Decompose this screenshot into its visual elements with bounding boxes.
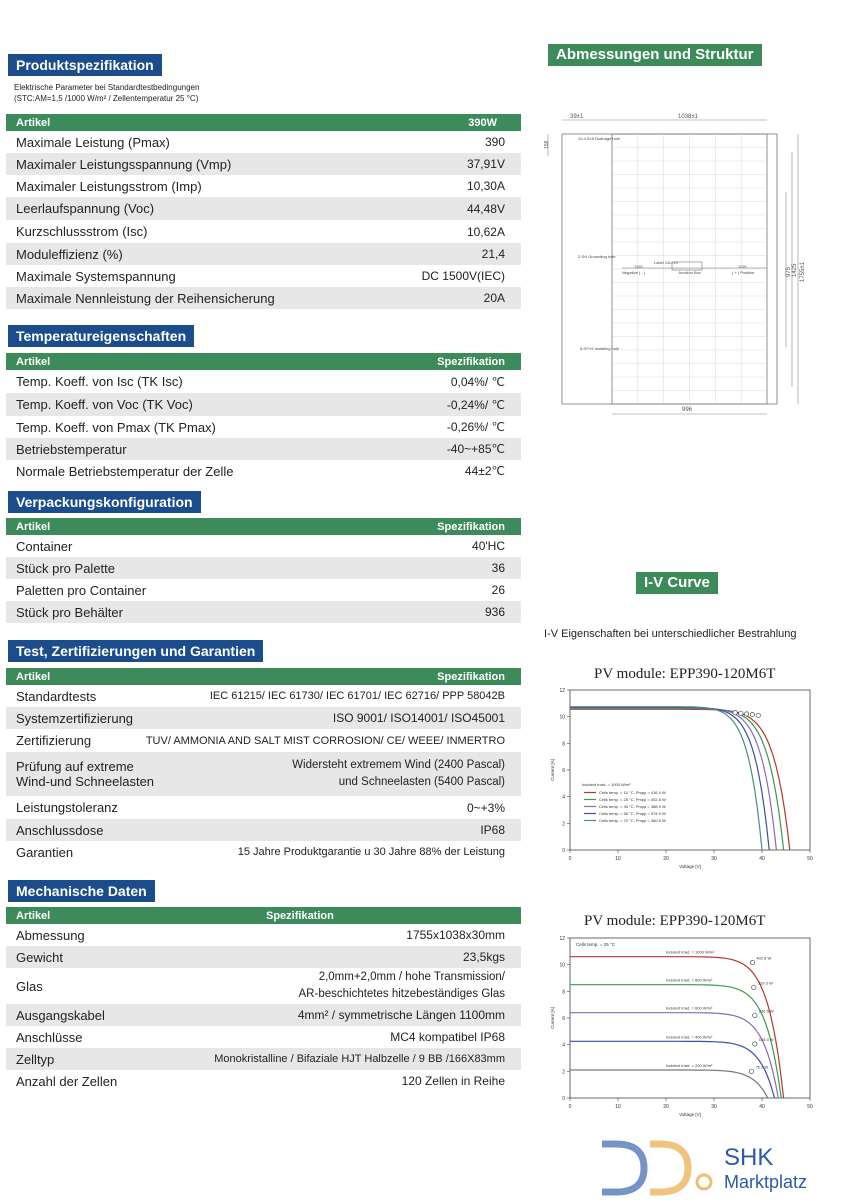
row-value-text: 4mm² / symmetrische Längen 1100mm: [297, 1008, 505, 1022]
row-value-text: Widersteht extremem Wind (2400 Pascal): [292, 759, 505, 771]
row-label-text: Abmessung: [16, 927, 85, 943]
row-label-text: Anzahl der Zellen: [16, 1073, 118, 1089]
section-title-iv-curve: I-V Curve: [636, 572, 718, 594]
section-title-mechanische-daten: Mechanische Daten: [8, 880, 155, 902]
section-title-temperatureigenschaften: Temperatureigenschaften: [8, 325, 194, 347]
row-value-text: MC4 kompatibel IP68: [390, 1030, 505, 1044]
row-label: [16, 979, 43, 994]
row-value: [463, 950, 505, 964]
x-tick-label: 10: [615, 1104, 621, 1110]
header-spezifikation: Spezifikation: [437, 355, 505, 368]
row-label-text: Garantien: [16, 844, 74, 860]
iv-chart-2-title: PV module: EPP390-120M6T: [584, 913, 766, 929]
table-header: [6, 353, 521, 370]
row-value-text: 44,48V: [466, 201, 505, 216]
row-label-text: Betriebstemperatur: [16, 441, 127, 457]
header-artikel: Artikel: [16, 116, 51, 129]
row-value: [292, 757, 505, 791]
row-value: [492, 583, 505, 597]
legend-header: Cells temp. = 25 °C: [576, 942, 615, 947]
stc-subtitle: [14, 82, 199, 104]
table-header: [6, 668, 521, 685]
row-value: [447, 442, 505, 456]
row-value: [492, 561, 505, 575]
legend-entry: Cells temp. = 40 °C, Pmpp = 388.9 W: [599, 804, 666, 809]
row-value: [467, 225, 505, 239]
y-tick-label: 6: [562, 1016, 565, 1022]
row-value-text: 390: [484, 135, 505, 149]
row-value-text: -0,26%/ ℃: [446, 420, 505, 434]
row-value-text: Monokristalline / Bifaziale HJT Halbzelle / 9 BB /166X83mm: [214, 1053, 505, 1065]
row-label-text: Normale Betriebstemperatur der Zelle: [16, 463, 234, 479]
row-value-text: IP68: [480, 823, 505, 837]
row-label: [16, 442, 127, 457]
table-row: [6, 729, 521, 752]
table-row: [6, 707, 521, 729]
y-tick-label: 2: [562, 1069, 565, 1076]
row-label-text: Leerlaufspannung (Voc): [16, 201, 155, 216]
verpackung-table: [6, 518, 521, 623]
y-tick-label: 8: [562, 989, 565, 996]
iv-subtitle: I-V Eigenschaften bei unterschiedlicher Bestrahlung: [544, 628, 797, 640]
table-row: [6, 287, 521, 309]
table-row: [6, 243, 521, 265]
table-row: [6, 220, 521, 243]
logo-d-blue: [602, 1144, 644, 1192]
row-value-text: IEC 61215/ IEC 61730/ IEC 61701/ IEC 62716/ PPP 58042B: [209, 690, 505, 702]
row-value-text: 0,04%/ ℃: [450, 374, 505, 389]
row-label: [16, 135, 170, 150]
row-value: [333, 711, 505, 725]
mpp-power-label: 319.3 W: [757, 980, 773, 986]
row-label: [16, 1008, 105, 1023]
row-label: [16, 247, 123, 262]
row-value: [480, 823, 505, 837]
produkt-table: [6, 114, 521, 309]
row-value-text: 20A: [483, 291, 505, 305]
stc-subtitle-line-2: (STC:AM=1,5 /1000 W/m² / Zellentemperatur 25 °C): [14, 94, 199, 103]
table-row: [6, 924, 521, 946]
row-value: [472, 539, 505, 553]
table-header: [6, 907, 521, 924]
grounding-hole-label: 2-Φ4 Grounding hole: [578, 254, 616, 259]
x-tick-label: 40: [759, 1104, 765, 1110]
row-value-text: DC 1500V(IEC): [421, 269, 505, 283]
row-label: [16, 397, 193, 412]
temperatur-table: [6, 353, 521, 482]
row-label: [16, 224, 147, 239]
row-label-text: Maximaler Leistungsstrom (Imp): [16, 178, 202, 194]
table-row: [6, 438, 521, 460]
row-value: [467, 202, 505, 216]
mpp-point: [733, 710, 737, 714]
x-tick-label: 20: [663, 1104, 669, 1110]
row-label-text: Leistungstoleranz: [16, 800, 118, 815]
row-label: [16, 711, 133, 726]
row-value-text: 1755x1038x30mm: [406, 928, 505, 942]
row-label-text: Temp. Koeff. von Voc (TK Voc): [16, 397, 193, 412]
row-value-text: 936: [484, 605, 505, 619]
row-label: [16, 1030, 82, 1045]
table-header: [6, 114, 521, 131]
label-label: Label 111×13: [654, 260, 678, 265]
y-tick-label: 4: [562, 1042, 565, 1049]
row-value: [447, 420, 505, 434]
cable-length-left: 1100: [634, 264, 643, 269]
table-row: [6, 265, 521, 287]
header-artikel: Artikel: [16, 909, 51, 922]
logo-d-orange: [650, 1144, 688, 1192]
row-value: [451, 375, 505, 389]
cable-length-right: 1100: [738, 264, 747, 269]
row-label-text: Ausgangskabel: [16, 1007, 105, 1023]
row-value: [467, 179, 505, 193]
table-row: [6, 131, 521, 153]
dim-right-2: 1425: [792, 263, 798, 277]
row-label: [16, 689, 96, 704]
row-label: [16, 1052, 54, 1067]
row-value: [299, 969, 505, 1003]
row-label: [16, 583, 146, 598]
row-value: [467, 157, 505, 171]
table-row: [6, 796, 521, 819]
y-tick-label: 8: [562, 741, 565, 748]
y-tick-label: 0: [562, 1096, 565, 1102]
row-label-text: Container: [16, 538, 73, 554]
section-title-test-zertifizierungen: Test, Zertifizierungen und Garantien: [8, 640, 263, 662]
row-label: [16, 201, 154, 216]
row-value-text: 21,4: [481, 247, 505, 261]
row-label-text: Gewicht: [16, 949, 63, 965]
iv-chart-1-title: PV module: EPP390-120M6T: [594, 666, 776, 682]
table-row: [6, 968, 521, 1004]
row-label-text: Anschlussdose: [16, 822, 104, 838]
positive-label: ( + ) Positive: [732, 270, 755, 275]
row-value: [484, 291, 505, 305]
header-spezifikation: Spezifikation: [437, 520, 505, 533]
table-row: [6, 579, 521, 601]
row-label: [16, 823, 103, 838]
row-label-text: Anschlüsse: [16, 1029, 83, 1045]
row-label-text: Moduleffizienz (%): [16, 246, 123, 262]
row-value-text-2: und Schneelasten (5400 Pascal): [338, 776, 505, 788]
row-value: [482, 247, 505, 261]
row-value-text: 36: [491, 561, 505, 575]
row-label: [16, 539, 72, 554]
mpp-power-label: 154.0 W: [758, 1037, 774, 1042]
row-value-text: TUV/ AMMONIA AND SALT MIST CORROSION/ CE/ WEEE/ INMERTRO: [145, 734, 505, 747]
dim-left: 158: [544, 140, 550, 149]
row-label: [16, 759, 154, 789]
row-label-text: Prüfung auf extreme: [16, 759, 134, 774]
table-row: [6, 197, 521, 220]
y-tick-label: 12: [559, 688, 565, 694]
row-value: [447, 398, 505, 412]
mpp-point: [752, 985, 756, 989]
row-value: [485, 605, 505, 619]
test-table: [6, 668, 521, 863]
header-spezifikation: Spezifikation: [437, 670, 505, 683]
row-value-text: 10,62A: [466, 224, 505, 239]
series-label: Incident Irrad. = 200 W/m²: [666, 1063, 713, 1068]
dim-top-left: 39±1: [570, 114, 584, 120]
y-tick-label: 6: [562, 768, 565, 774]
header-artikel: Artikel: [16, 670, 51, 683]
row-label-text: Zertifizierung: [16, 733, 92, 748]
row-label: [16, 561, 115, 576]
table-row: [6, 1004, 521, 1026]
series-label: Incident Irrad. = 600 W/m²: [666, 1005, 713, 1011]
row-label: [16, 1074, 117, 1089]
table-row: [6, 752, 521, 796]
mpp-power-label: 402.8 W: [756, 955, 772, 961]
row-label-text: Temp. Koeff. von Isc (TK Isc): [16, 374, 183, 389]
row-value-text: 44±2℃: [464, 464, 505, 478]
section-title-verpackungskonfiguration: Verpackungskonfiguration: [8, 491, 201, 513]
row-label: [16, 269, 176, 284]
header-spezifikation: Spezifikation: [266, 909, 334, 922]
row-label-text: Stück pro Behälter: [16, 604, 123, 620]
table-row: [6, 416, 521, 438]
mpp-power-label: 75.2 W: [755, 1064, 769, 1070]
row-label: [16, 950, 63, 965]
y-tick-label: 12: [559, 936, 565, 942]
panel-dimension-drawing: [542, 112, 812, 422]
mpp-point: [750, 960, 754, 964]
row-label: [16, 800, 118, 815]
row-label-text: Zelltyp: [16, 1051, 55, 1067]
row-value: [485, 135, 505, 149]
row-value-text: 40'HC: [472, 539, 505, 553]
row-value: [210, 690, 505, 702]
legend-entry: Cells temp. = 70 °C, Pmpp = 360.5 W: [599, 818, 666, 823]
row-label-text: Kurzschlussstrom (Isc): [16, 224, 148, 239]
y-tick-label: 0: [562, 848, 565, 854]
stc-subtitle-line-1: Elektrische Parameter bei Standardtestbedingungen: [14, 83, 200, 92]
table-row: [6, 175, 521, 197]
row-label-text: Paletten pro Container: [16, 582, 147, 598]
row-label-text: Maximaler Leistungsspannung (Vmp): [16, 156, 232, 172]
row-label: [16, 733, 91, 748]
y-tick-label: 4: [562, 794, 565, 801]
row-value-text: 0~+3%: [466, 800, 505, 815]
mpp-point: [753, 1042, 757, 1046]
y-tick-label: 10: [559, 962, 565, 969]
x-tick-label: 40: [759, 856, 765, 862]
header-artikel: Artikel: [16, 520, 51, 533]
y-tick-label: 10: [559, 714, 565, 721]
dim-top-width: 1038±1: [678, 114, 698, 120]
series-label: Incident Irrad. = 400 W/m²: [666, 1034, 713, 1040]
dim-bottom: 996: [682, 407, 693, 413]
legend-entry: Cells temp. = 55 °C, Pmpp = 374.9 W: [599, 811, 666, 816]
mpp-point: [756, 713, 760, 717]
header-artikel: Artikel: [16, 355, 51, 368]
row-value-text: 15 Jahre Produktgarantie u 30 Jahre 88% der Leistung: [237, 846, 505, 858]
x-tick-label: 30: [711, 1104, 717, 1110]
row-label: [16, 157, 231, 172]
row-label: [16, 464, 233, 479]
installing-hole-label: 8-Φ7×9 Installing hole: [580, 346, 620, 351]
junction-box-label: Junction Box: [678, 270, 701, 275]
row-value: [238, 846, 505, 858]
x-tick-label: 30: [711, 856, 717, 862]
row-value-text: 26: [491, 583, 505, 597]
row-value: [422, 269, 505, 283]
row-value-text: ISO 9001/ ISO14001/ ISO45001: [332, 711, 505, 725]
table-row: [6, 153, 521, 175]
row-value: [406, 928, 505, 942]
row-value-text: 37,91V: [466, 157, 505, 171]
row-label: [16, 374, 183, 389]
table-row: [6, 601, 521, 623]
row-value-text: 120 Zellen in Reihe: [401, 1074, 505, 1088]
x-tick-label: 20: [663, 856, 669, 862]
table-row: [6, 841, 521, 863]
row-label-text-2: Wind-und Schneelasten: [16, 774, 155, 789]
table-row: [6, 557, 521, 579]
x-tick-label: 50: [807, 1104, 813, 1110]
table-row: [6, 1026, 521, 1048]
row-label-text: Standardtests: [16, 688, 97, 704]
row-label: [16, 845, 73, 860]
mpp-point: [750, 712, 754, 716]
table-row: [6, 819, 521, 841]
mechanisch-table: [6, 907, 521, 1092]
row-value: [402, 1074, 505, 1088]
shk-logo-mark: [598, 1138, 720, 1198]
row-value: [146, 735, 505, 747]
legend-header: Incident Irrad. = 1000 W/m²: [582, 782, 631, 787]
row-value-text: -0,24%/ ℃: [446, 397, 505, 412]
table-row: [6, 946, 521, 968]
row-label: [16, 928, 85, 943]
row-label: [16, 291, 275, 306]
y-axis-label: Current [A]: [550, 1007, 555, 1029]
y-tick-label: 2: [562, 821, 565, 828]
row-value: [467, 801, 505, 815]
row-label-text: Systemzertifizierung: [16, 710, 134, 726]
table-row: [6, 535, 521, 557]
table-row: [6, 1070, 521, 1092]
row-value-text: 2,0mm+2,0mm / hohe Transmission/: [318, 971, 505, 983]
row-value: [298, 1008, 505, 1022]
row-value: [214, 1053, 505, 1065]
logo-dot: [697, 1175, 711, 1189]
series-label: Incident Irrad. = 1000 W/m²: [666, 949, 715, 955]
x-tick-label: 0: [568, 856, 572, 862]
row-label-text: Maximale Systemspannung: [16, 268, 176, 284]
y-axis-label: Current [A]: [550, 759, 555, 781]
row-label-text: Maximale Nennleistung der Reihensicherung: [16, 290, 275, 306]
table-row: [6, 685, 521, 707]
mpp-point: [753, 1013, 757, 1017]
table-row: [6, 393, 521, 416]
row-value: [390, 1030, 505, 1044]
table-row: [6, 370, 521, 393]
row-label-text: Glas: [16, 978, 43, 994]
row-value-text: -40~+85℃: [446, 442, 505, 456]
row-value-text: 10,30A: [466, 179, 505, 193]
negative-label: Negative ( - ): [622, 270, 646, 275]
dimension-lines: [548, 120, 798, 414]
row-label: [16, 605, 123, 620]
row-value-text-2: AR-beschichtetes hitzebeständiges Glas: [298, 988, 505, 1000]
cell-grid: [612, 134, 767, 404]
row-label: [16, 179, 202, 194]
logo-text-marktplatz: Marktplatz: [724, 1172, 808, 1192]
row-label-text: Stück pro Palette: [16, 560, 115, 576]
row-label-text: Maximale Leistung (Pmax): [16, 134, 170, 150]
table-row: [6, 1048, 521, 1070]
dim-right-3: 975: [786, 266, 792, 277]
row-label: [16, 420, 216, 435]
mpp-point: [744, 712, 748, 716]
legend-entry: Cells temp. = 25 °C, Pmpp = 402.8 W: [599, 797, 666, 802]
mpp-power-label: 236.5 W: [758, 1008, 774, 1014]
section-title-abmessungen: Abmessungen und Struktur: [548, 44, 762, 66]
row-value-text: 23,5kgs: [462, 950, 505, 964]
table-row: [6, 460, 521, 482]
logo-text-shk: SHK: [724, 1144, 774, 1171]
x-axis-label: Voltage [V]: [679, 864, 701, 869]
table-header: [6, 518, 521, 535]
x-tick-label: 0: [568, 1104, 572, 1110]
legend-entry: Cells temp. = 10 °C, Pmpp = 416.4 W: [599, 790, 666, 795]
drainage-hole-label: 10-4.5×8 Drainage hole: [578, 136, 620, 141]
section-title-produktspezifikation: Produktspezifikation: [8, 54, 162, 76]
series-label: Incident Irrad. = 800 W/m²: [666, 977, 713, 983]
iv-chart-irradiance: [548, 932, 818, 1122]
x-tick-label: 50: [807, 856, 813, 862]
mpp-point: [739, 711, 743, 715]
dim-right-1: 1755±1: [800, 262, 806, 282]
mpp-point: [749, 1069, 753, 1073]
iv-chart-temperature: [548, 684, 818, 874]
x-tick-label: 10: [615, 856, 621, 862]
row-value: [465, 464, 505, 478]
row-label-text: Temp. Koeff. von Pmax (TK Pmax): [16, 419, 216, 435]
x-axis-label: Voltage [V]: [679, 1112, 701, 1117]
header-value: 390W: [468, 116, 497, 129]
